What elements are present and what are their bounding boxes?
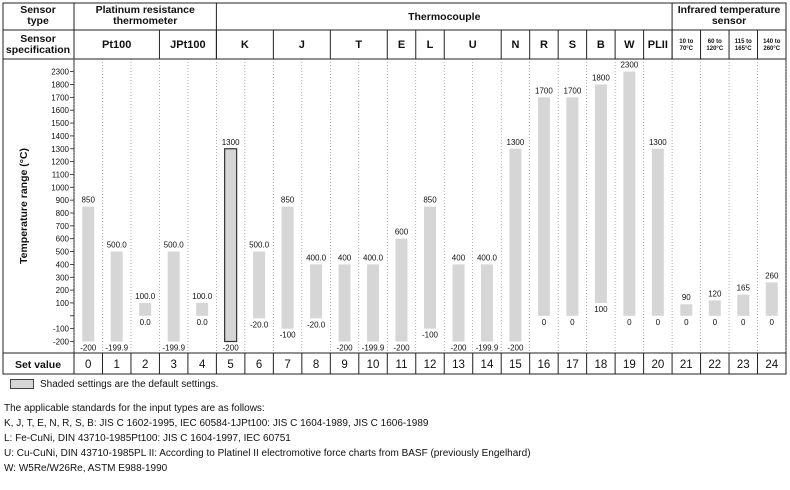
max-value-label: 2300 <box>620 60 639 70</box>
y-tick-label: 1800 <box>51 80 69 90</box>
min-value-label: -200 <box>80 343 97 353</box>
min-value-label: 0 <box>684 317 689 327</box>
set-value-cell: 12 <box>423 359 437 371</box>
range-bar <box>538 97 550 315</box>
y-tick-label: -100 <box>52 324 69 334</box>
max-value-label: 500.0 <box>249 240 270 250</box>
min-value-label: -20.0 <box>306 320 326 330</box>
spec-label: K <box>240 39 249 51</box>
range-bar <box>225 149 237 342</box>
y-tick-label: 400 <box>55 260 69 270</box>
group-label: Infrared temperature <box>677 4 781 16</box>
set-value-cell: 10 <box>366 359 380 371</box>
max-value-label: 850 <box>81 195 95 205</box>
spec-label: L <box>426 39 434 51</box>
standard-line-4: W: W5Re/W26Re, ASTM E988-1990 <box>4 463 168 474</box>
min-value-label: -199.9 <box>162 343 186 353</box>
range-bar <box>396 239 408 342</box>
spec-label: 115 to <box>734 39 752 45</box>
max-value-label: 850 <box>423 195 437 205</box>
standard-line-2: L: Fe-CuNi, DIN 43710-1985Pt100: JIS C 1604-1997, IEC 60751 <box>4 433 291 444</box>
sensor-spec-label: specification <box>5 44 71 56</box>
range-bar <box>367 264 379 341</box>
spec-label: W <box>624 39 635 51</box>
range-bar <box>168 252 180 342</box>
spec-label: S <box>568 39 577 51</box>
set-value-cell: 15 <box>509 359 522 371</box>
range-bar <box>339 264 351 341</box>
range-bar <box>652 149 664 316</box>
min-value-label: 0.0 <box>139 317 151 327</box>
range-bar <box>509 149 521 342</box>
range-bar <box>709 300 721 315</box>
spec-label: R <box>539 39 548 51</box>
y-tick-label: 700 <box>55 221 69 231</box>
set-value-cell: 9 <box>341 359 348 371</box>
min-value-label: -200 <box>336 343 353 353</box>
y-tick-label: 2300 <box>51 67 69 77</box>
min-value-label: -199.9 <box>361 343 385 353</box>
min-value-label: 0 <box>712 317 718 327</box>
spec-label: JPt100 <box>170 39 206 51</box>
y-tick-label: 1500 <box>51 119 69 129</box>
y-tick-label: 1700 <box>51 93 69 103</box>
notes-section <box>4 377 784 476</box>
spec-label: 70°C <box>679 46 694 52</box>
y-tick-label: -200 <box>52 337 69 347</box>
y-axis-title: Temperature range (°C) <box>18 147 30 265</box>
set-value-cell: 3 <box>170 359 177 371</box>
min-value-label: 0 <box>541 317 547 327</box>
range-bar <box>680 304 692 316</box>
min-value-label: 0 <box>741 317 746 327</box>
legend-text: Shaded settings are the default settings. <box>40 378 219 390</box>
range-bar <box>310 264 322 318</box>
set-value-cell: 24 <box>765 359 779 371</box>
max-value-label: 100.0 <box>192 291 213 301</box>
set-value-cell: 4 <box>198 359 206 371</box>
set-value-label: Set value <box>14 359 62 371</box>
set-value-cell: 7 <box>284 359 291 371</box>
max-value-label: 400 <box>451 253 466 263</box>
range-bar <box>737 295 749 316</box>
max-value-label: 600 <box>394 227 409 237</box>
y-tick-label: 800 <box>55 209 69 218</box>
max-value-label: 260 <box>765 271 779 281</box>
group-label: Platinum resistance <box>95 4 195 16</box>
y-tick-label: 900 <box>55 196 69 206</box>
min-value-label: 0.0 <box>196 317 208 327</box>
spec-label: J <box>298 39 305 51</box>
set-value-cell: 16 <box>537 359 551 371</box>
spec-label: 140 to <box>763 39 781 45</box>
range-bar <box>623 72 635 316</box>
min-value-label: -100 <box>421 330 439 340</box>
default-setting-swatch <box>10 379 34 389</box>
range-bar <box>481 264 493 341</box>
max-value-label: 500.0 <box>106 240 127 250</box>
max-value-label: 400.0 <box>476 253 497 263</box>
set-value-cell: 18 <box>594 359 608 371</box>
spec-label: N <box>511 39 520 51</box>
standard-line-3: U: Cu-CuNi, DIN 43710-1985PL II: According to Platinel II electromotive force charts from BASF (previously Engelhard) <box>4 448 531 459</box>
range-bar <box>139 303 151 316</box>
set-value-cell: 14 <box>480 359 494 371</box>
y-tick-label: 1200 <box>51 157 69 167</box>
group-label: sensor <box>711 15 747 27</box>
max-value-label: 165 <box>736 283 750 293</box>
max-value-label: 1300 <box>648 137 667 147</box>
range-bar <box>452 264 464 341</box>
min-value-label: -200 <box>507 343 524 353</box>
min-value-label: 0 <box>655 317 661 327</box>
max-value-label: 90 <box>681 293 691 303</box>
group-label: thermometer <box>113 15 178 27</box>
set-value-cell: 5 <box>227 359 234 371</box>
set-value-cell: 20 <box>651 359 665 371</box>
range-bar <box>253 252 265 319</box>
set-value-cell: 23 <box>736 359 750 371</box>
min-value-label: 0 <box>570 317 575 327</box>
spec-label: PLII <box>647 39 668 51</box>
max-value-label: 400.0 <box>363 253 384 263</box>
y-tick-label: 300 <box>55 273 69 283</box>
set-value-cell: 21 <box>679 359 693 371</box>
min-value-label: 0 <box>627 317 632 327</box>
spec-label: 165°C <box>734 46 752 52</box>
spec-label: U <box>468 39 477 51</box>
min-value-label: -20.0 <box>250 320 269 330</box>
range-bar <box>111 252 123 342</box>
spec-label: 120°C <box>706 46 724 52</box>
max-value-label: 120 <box>708 289 722 299</box>
set-value-cell: 17 <box>566 359 579 371</box>
range-bar <box>595 85 607 303</box>
y-tick-label: 1100 <box>51 170 69 180</box>
min-value-label: -200 <box>222 343 239 353</box>
y-tick-label: 100 <box>55 298 69 308</box>
spec-label: T <box>355 39 363 51</box>
set-value-cell: 6 <box>255 359 263 371</box>
max-value-label: 1800 <box>591 73 610 83</box>
sensor-spec-label: Sensor <box>20 33 56 45</box>
spec-label: 10 to <box>679 39 694 45</box>
spec-label: 260°C <box>763 46 781 52</box>
spec-label: 60 to <box>707 39 722 45</box>
range-bar <box>82 207 94 342</box>
max-value-label: 1700 <box>563 86 582 96</box>
y-tick-label: 1000 <box>51 183 69 193</box>
min-value-label: -199.9 <box>105 343 129 353</box>
min-value-label: 100 <box>594 304 608 314</box>
y-tick-label: 1400 <box>51 131 69 141</box>
set-value-cell: 1 <box>113 359 120 371</box>
y-tick-label: 1600 <box>51 106 69 116</box>
set-value-cell: 19 <box>622 359 636 371</box>
set-value-cell: 2 <box>141 359 149 371</box>
standard-line-1: K, J, T, E, N, R, S, B: JIS C 1602-1995, IEC 60584-1JPt100: JIS C 1604-1989, JIS C 1606-1989 <box>4 418 429 429</box>
min-value-label: 0 <box>769 317 774 327</box>
sensor-type-label: type <box>27 15 49 27</box>
y-tick-label: 600 <box>55 234 69 244</box>
spec-label: B <box>596 39 605 51</box>
max-value-label: 1300 <box>221 137 240 147</box>
min-value-label: -100 <box>279 330 296 340</box>
max-value-label: 400.0 <box>306 253 327 263</box>
max-value-label: 850 <box>280 195 295 205</box>
set-value-cell: 13 <box>452 359 465 371</box>
range-bar <box>196 303 208 316</box>
max-value-label: 1700 <box>535 86 553 96</box>
min-value-label: -200 <box>450 343 467 353</box>
range-bar <box>566 97 578 315</box>
max-value-label: 1300 <box>506 137 525 147</box>
y-tick-label: 200 <box>55 286 69 296</box>
standards-title: The applicable standards for the input types are as follows: <box>4 403 265 414</box>
legend-row <box>4 377 784 391</box>
y-tick-label: 500 <box>55 247 69 257</box>
range-bar <box>766 282 778 315</box>
max-value-label: 500.0 <box>163 240 184 250</box>
set-value-cell: 22 <box>708 359 722 371</box>
spec-label: Pt100 <box>102 39 132 51</box>
min-value-label: -199.9 <box>475 343 499 353</box>
sensor-type-label: Sensor <box>20 4 56 16</box>
max-value-label: 400 <box>337 253 352 263</box>
min-value-label: -200 <box>393 343 410 353</box>
y-tick-label: 1300 <box>51 144 69 154</box>
max-value-label: 100.0 <box>135 291 156 301</box>
range-bar <box>424 207 436 329</box>
set-value-cell: 11 <box>395 359 408 371</box>
spec-label: E <box>397 39 406 51</box>
set-value-cell: 8 <box>312 359 320 371</box>
set-value-cell: 0 <box>85 359 92 371</box>
group-label: Thermocouple <box>408 11 481 23</box>
range-bar <box>282 207 294 329</box>
